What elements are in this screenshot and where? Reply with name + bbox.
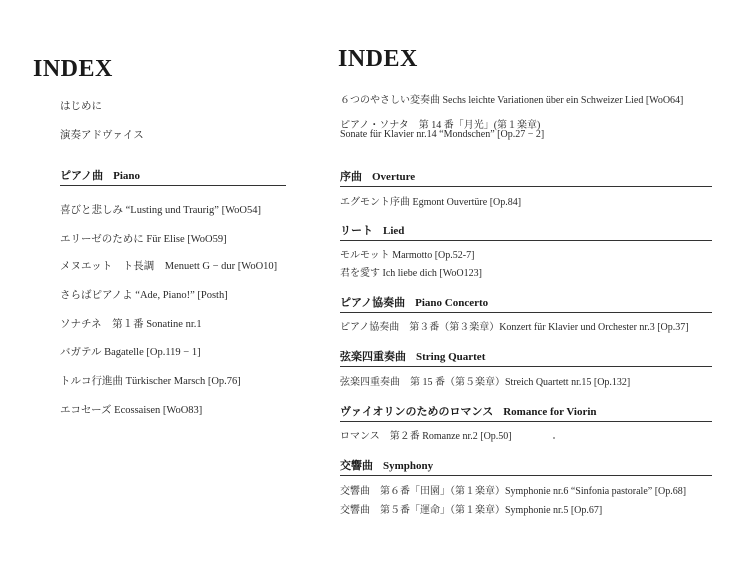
list-item: ピアノ協奏曲 第３番（第３楽章）Konzert für Klavier und Orchester nr.3 [Op.37] — [340, 322, 689, 333]
section-en: Overture — [372, 171, 416, 183]
top-item: Sonate für Klavier nr.14 “Mondschen” [Op.27 − 2] — [340, 129, 545, 140]
list-item: バガテル Bagatelle [Op.119 − 1] — [60, 347, 201, 358]
section-ja: ヴァイオリンのためのロマンス — [340, 406, 494, 418]
section-heading-lied — [340, 222, 712, 241]
right-index-title: INDEX — [338, 46, 418, 72]
section-heading-string-quartet — [340, 348, 712, 367]
right-page — [325, 0, 742, 582]
list-item: エリーゼのために Für Elise [WoO59] — [60, 234, 227, 245]
section-heading-symphony — [340, 457, 712, 476]
left-page — [0, 0, 300, 582]
list-item: 交響曲 第６番「田園」（第１楽章）Symphonie nr.6 “Sinfonia pastorale” [Op.68] — [340, 486, 687, 497]
section-en: Piano Concerto — [415, 297, 489, 309]
list-item: 弦楽四重奏曲 第 15 番（第５楽章）Streich Quartett nr.15 [Op.132] — [340, 377, 631, 388]
intro-item: 演奏アドヴァイス — [60, 130, 144, 141]
section-heading-overture — [340, 168, 712, 187]
section-heading-piano — [60, 167, 286, 186]
section-ja: 序曲 — [340, 171, 362, 183]
top-item: ピアノ・ソナタ 第 14 番「月光」(第１楽章) — [340, 120, 541, 131]
list-item: トルコ行進曲 Türkischer Marsch [Op.76] — [60, 376, 241, 387]
section-en: Piano — [113, 170, 141, 182]
section-en: Lied — [383, 225, 405, 237]
stray-dot — [553, 437, 555, 439]
list-item: 喜びと悲しみ “Lusting und Traurig” [WoO54] — [60, 205, 261, 216]
list-item: メヌエット ト長調 Menuett G − dur [WoO10] — [60, 261, 278, 272]
top-item: ６つのやさしい変奏曲 Sechs leichte Variationen über ein Schweizer Lied [WoO64] — [340, 95, 684, 106]
left-index-title: INDEX — [33, 56, 113, 82]
section-ja: ピアノ曲 — [60, 170, 104, 182]
list-item: エグモント序曲 Egmont Ouvertüre [Op.84] — [340, 197, 522, 208]
section-en: Symphony — [383, 460, 434, 472]
section-heading-romance — [340, 403, 712, 422]
list-item: 君を愛す Ich liebe dich [WoO123] — [340, 268, 482, 279]
section-heading-piano-concerto — [340, 294, 712, 313]
section-ja: リート — [340, 225, 373, 237]
section-ja: ピアノ協奏曲 — [340, 297, 406, 309]
section-ja: 交響曲 — [340, 460, 373, 472]
list-item: さらばピアノよ “Ade, Piano!” [Posth] — [60, 290, 228, 301]
section-ja: 弦楽四重奏曲 — [340, 351, 406, 363]
intro-item: はじめに — [60, 101, 102, 112]
section-en: Romance for Viorin — [503, 406, 597, 418]
list-item: ソナチネ 第１番 Sonatine nr.1 — [60, 319, 202, 330]
list-item: モルモット Marmotto [Op.52-7] — [340, 250, 475, 261]
list-item: 交響曲 第５番「運命」（第１楽章）Symphonie nr.5 [Op.67] — [340, 505, 603, 516]
list-item: エコセーズ Ecossaisen [WoO83] — [60, 405, 203, 416]
section-en: String Quartet — [416, 351, 486, 363]
list-item: ロマンス 第２番 Romanze nr.2 [Op.50] — [340, 431, 512, 442]
